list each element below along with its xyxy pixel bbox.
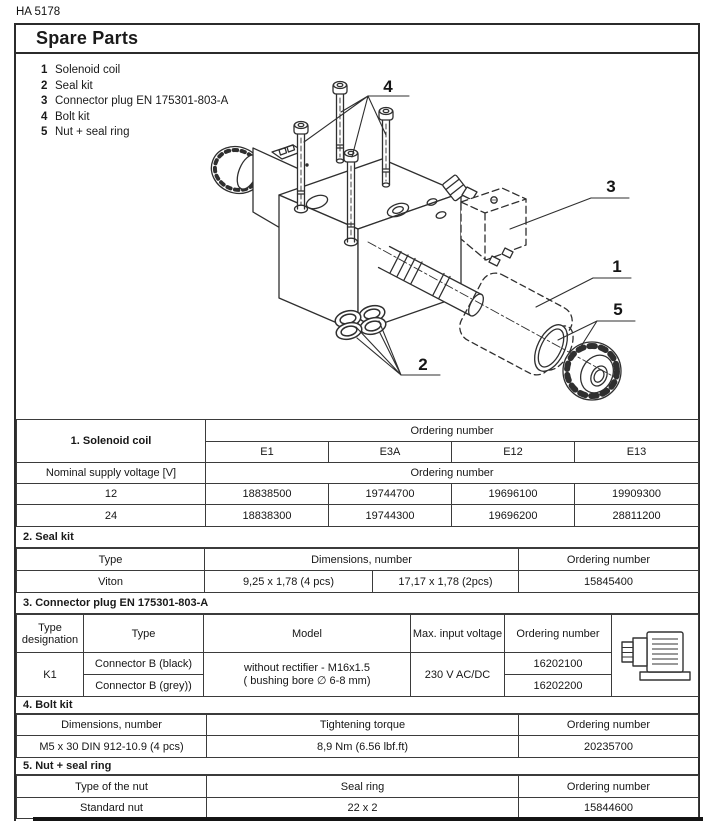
callout-4: 4	[383, 77, 393, 96]
torque-cell: 8,9 Nm (6.56 lbf.ft)	[207, 736, 519, 758]
header-cell: Dimensions, number	[205, 549, 519, 571]
header-cell: Tightening torque	[207, 715, 519, 736]
seal-ring-cell: 22 x 2	[207, 798, 519, 819]
table-row	[17, 420, 699, 442]
nut-part	[563, 342, 621, 400]
doc-code: HA 5178	[16, 6, 61, 18]
dimension-cell: 17,17 x 1,78 (2pcs)	[373, 571, 519, 593]
section-header-nut-seal-ring: 5. Nut + seal ring	[16, 758, 698, 775]
model-cell: without rectifier - M16x1.5 ( bushing bore ∅ 6-8 mm)	[204, 653, 411, 697]
table-solenoid-coil	[16, 419, 699, 527]
table-row	[17, 653, 699, 675]
ordering-number-cell: 19744700	[329, 484, 452, 505]
table-row	[17, 463, 699, 484]
callout-1: 1	[612, 257, 622, 276]
callout-2: 2	[418, 355, 428, 374]
ordering-header-cell: Ordering number	[206, 463, 699, 484]
coil-type-cell: E3A	[329, 442, 452, 463]
title-band	[16, 25, 698, 54]
voltage-label-cell: Nominal supply voltage [V]	[17, 463, 206, 484]
header-cell: Seal ring	[207, 776, 519, 798]
ordering-number-cell: 16202200	[505, 675, 612, 697]
table-row	[17, 615, 699, 653]
nut-type-cell: Standard nut	[17, 798, 207, 819]
table-row	[17, 484, 699, 505]
table-bolt-kit	[16, 714, 699, 758]
header-cell: Model	[204, 615, 411, 653]
dimension-cell: M5 x 30 DIN 912-10.9 (4 pcs)	[17, 736, 207, 758]
table-nut-seal-ring	[16, 775, 699, 819]
bolt	[333, 82, 347, 164]
page-title: Spare Parts	[36, 28, 139, 48]
table-row	[17, 798, 699, 819]
ordering-number-cell: 18838300	[206, 505, 329, 527]
section-header-seal-kit: 2. Seal kit	[16, 527, 698, 548]
table-row	[17, 715, 699, 736]
table-row	[17, 571, 699, 593]
section-title-cell: 1. Solenoid coil	[17, 420, 206, 463]
dimension-cell: 9,25 x 1,78 (4 pcs)	[205, 571, 373, 593]
tables-region	[16, 419, 698, 819]
ordering-number-cell: 20235700	[519, 736, 699, 758]
ordering-number-cell: 19744300	[329, 505, 452, 527]
coil-type-cell: E13	[575, 442, 699, 463]
coil-type-cell: E1	[206, 442, 329, 463]
connector-type-cell: Connector B (black)	[84, 653, 204, 675]
header-cell: Dimensions, number	[17, 715, 207, 736]
list-item: 2 Seal kit	[41, 79, 93, 92]
type-cell: Viton	[17, 571, 205, 593]
table-row	[17, 549, 699, 571]
ordering-number-cell: 16202100	[505, 653, 612, 675]
list-item: 4 Bolt kit	[41, 110, 90, 123]
max-voltage-cell: 230 V AC/DC	[411, 653, 505, 697]
list-item: 3 Connector plug EN 175301-803-A	[41, 95, 229, 108]
table-row	[17, 736, 699, 758]
header-cell: Type	[84, 615, 204, 653]
coil-type-cell: E12	[452, 442, 575, 463]
table-seal-kit	[16, 548, 699, 593]
table-connector-plug	[16, 614, 699, 697]
ordering-number-cell: 28811200	[575, 505, 699, 527]
header-cell: Max. input voltage	[411, 615, 505, 653]
voltage-cell: 12	[17, 484, 206, 505]
parts-legend	[41, 63, 228, 141]
ordering-number-cell: 15845400	[519, 571, 699, 593]
callout-5: 5	[613, 300, 623, 319]
ordering-header-cell: Ordering number	[206, 420, 699, 442]
ordering-number-cell: 19696200	[452, 505, 575, 527]
connector-type-cell: Connector B (grey))	[84, 675, 204, 697]
header-cell: Type of the nut	[17, 776, 207, 798]
table-row	[17, 776, 699, 798]
section-header-connector-plug: 3. Connector plug EN 175301-803-A	[16, 593, 698, 614]
callout-3: 3	[606, 177, 616, 196]
section-header-bolt-kit: 4. Bolt kit	[16, 697, 698, 714]
header-cell: Ordering number	[519, 549, 699, 571]
page-frame	[14, 23, 700, 821]
ordering-number-cell: 15844600	[519, 798, 699, 819]
footer-bar	[33, 817, 703, 821]
voltage-cell: 24	[17, 505, 206, 527]
list-item: 1 Solenoid coil	[41, 64, 121, 76]
header-cell: Ordering number	[519, 776, 699, 798]
type-designation-cell: K1	[17, 653, 84, 697]
header-cell: Type	[17, 549, 205, 571]
ordering-number-cell: 19696100	[452, 484, 575, 505]
list-item: 5 Nut + seal ring	[41, 126, 130, 139]
ordering-number-cell: 19909300	[575, 484, 699, 505]
ordering-number-cell: 18838500	[206, 484, 329, 505]
header-cell: Type designation	[17, 615, 84, 653]
connector-plug-icon	[612, 615, 699, 697]
header-cell: Ordering number	[519, 715, 699, 736]
table-row	[17, 505, 699, 527]
header-cell: Ordering number	[505, 615, 612, 653]
